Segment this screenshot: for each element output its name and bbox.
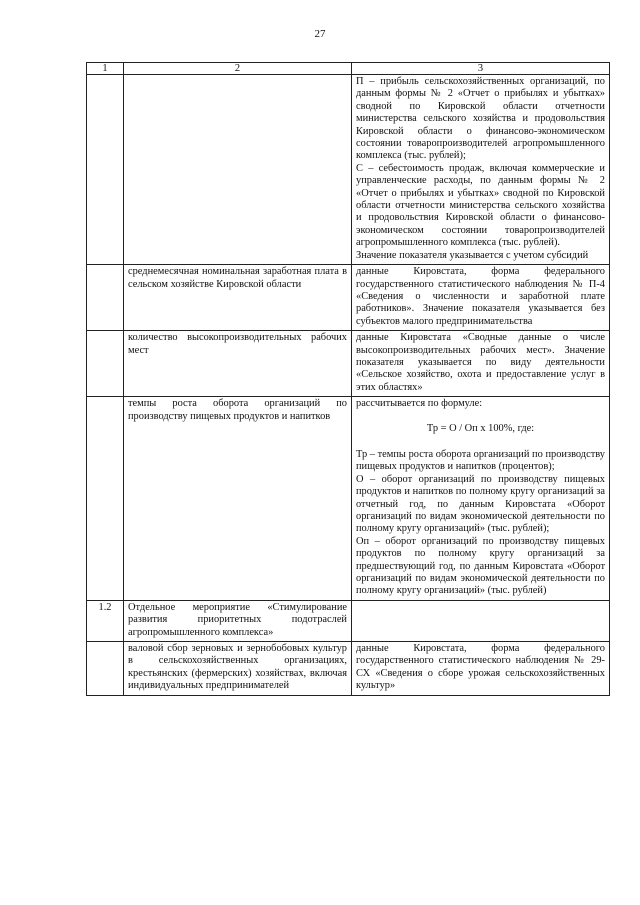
- definition-profit: П – прибыль сельскохозяйственных организаций, по данным формы № 2 «Отчет о прибылях и убытках» сводной по Кировской области отчетности министерства сельского хозяйства и продовольствия Кировской области о финансово-экономическом состоянии товаропроизводителей агропромышленного комплекса (тыс. рублей);: [356, 76, 605, 162]
- table-row: [87, 642, 610, 696]
- row-number: 1.2: [87, 600, 124, 641]
- definition-prev-turnover: Оп – оборот организаций по производству пищевых продуктов по полному кругу организаций за предшествующий год, по данным Кировстата «Оборот организаций по видам экономической деятельности по полному кругу организаций» (тыс. рублей): [356, 535, 605, 597]
- header-col-2: 2: [124, 63, 352, 75]
- indicator-source: [352, 642, 610, 696]
- table-row: [87, 397, 610, 601]
- source-text: данные Кировстата, форма федерального государственного статистического наблюдения № П-4 «Сведения о численности и заработной плате работников». Значение показателя указывается без субъектов малого предпринимательства: [356, 266, 605, 327]
- indicator-name: темпы роста оборота организаций по производству пищевых продуктов и напитков: [124, 397, 352, 601]
- formula-intro: рассчитывается по формуле:: [356, 398, 483, 410]
- table-header-row: [87, 63, 610, 75]
- row-number: [87, 331, 124, 397]
- growth-formula: Тр = О / Оп х 100%, где:: [426, 422, 535, 434]
- subsidy-note: Значение показателя указывается с учетом субсидий: [356, 249, 589, 261]
- table-row: [87, 600, 610, 641]
- table-row: [87, 331, 610, 397]
- definition-turnover: О – оборот организаций по производству пищевых продуктов и напитков по полному кругу организаций за отчетный год, по данным Кировстата «Оборот организаций по видам экономической деятельности по полному кругу организаций» (тыс. рублей);: [356, 473, 605, 535]
- row-number: [87, 397, 124, 601]
- indicator-name: среднемесячная номинальная заработная плата в сельском хозяйстве Кировской области: [124, 265, 352, 331]
- table-row: [87, 75, 610, 265]
- source-text: данные Кировстата, форма федерального государственного статистического наблюдения № 29-СХ «Сведения о сборе урожая сельскохозяйственных культур»: [356, 643, 605, 692]
- row-number: [87, 75, 124, 265]
- header-col-1: 1: [87, 63, 124, 75]
- indicator-source: [352, 75, 610, 265]
- page-number: 27: [314, 28, 326, 40]
- header-col-3: 3: [352, 63, 610, 75]
- indicator-name: валовой сбор зерновых и зернобобовых культур в сельскохозяйственных организациях, крестьянских (фермерских) хозяйствах, включая индивидуальных предпринимателей: [124, 642, 352, 696]
- indicator-source: [352, 397, 610, 601]
- indicator-name: [124, 75, 352, 265]
- indicator-table: [86, 62, 610, 696]
- definition-growth-rate: Тр – темпы роста оборота организаций по производству пищевых продуктов и напитков (процентов);: [356, 448, 605, 473]
- indicator-source: [352, 331, 610, 397]
- indicator-source: [352, 600, 610, 641]
- row-number: [87, 265, 124, 331]
- definition-cost: С – себестоимость продаж, включая коммерческие и управленческие расходы, по данным формы № 2 «Отчет о прибылях и убытках» сводной по Кировской области отчетности министерства сельского хозяйства и продовольствия Кировской области о финансово-экономическом состоянии товаропроизводителей агропромышленного комплекса (тыс. рублей).: [356, 162, 605, 249]
- row-number: [87, 642, 124, 696]
- indicator-source: [352, 265, 610, 331]
- indicator-name: количество высокопроизводительных рабочих мест: [124, 331, 352, 397]
- source-text: данные Кировстата «Сводные данные о числе высокопроизводительных рабочих мест». Значение показателя указывается по виду деятельности «Сельское хозяйство, охота и предоставление услуг в этих областях»: [356, 332, 605, 393]
- table-row: [87, 265, 610, 331]
- measure-title: Отдельное мероприятие «Стимулирование развития приоритетных подотраслей агропромышленного комплекса»: [124, 600, 352, 641]
